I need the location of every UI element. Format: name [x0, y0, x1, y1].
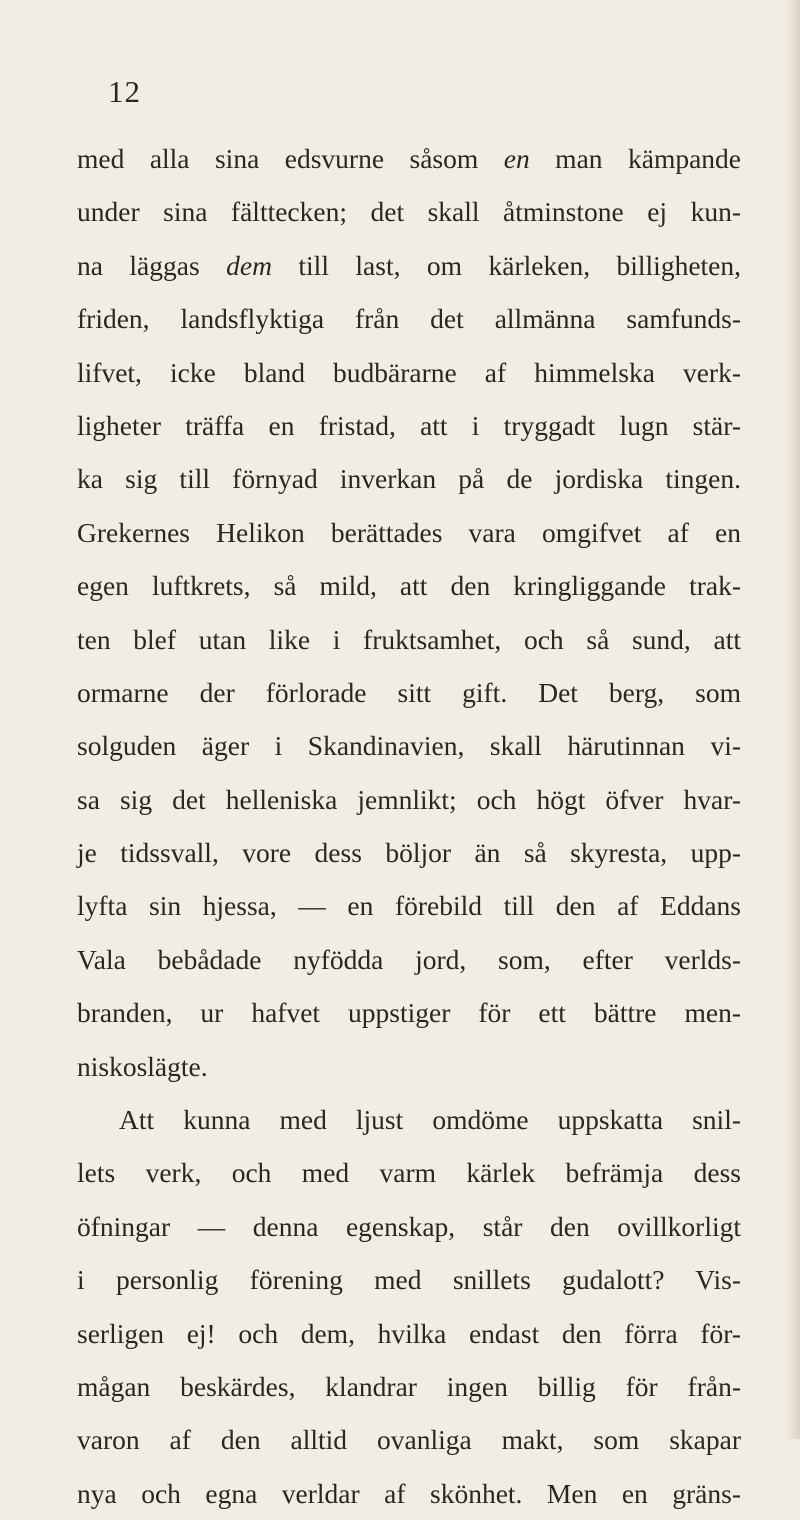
text-line-indented: Att kunna med ljust omdöme uppskatta snil-: [119, 1104, 741, 1136]
text-line: i personlig förening med snillets gudalott? Vis-: [77, 1264, 741, 1296]
text-line: na läggas dem till last, om kärleken, billigheten,: [77, 249, 742, 281]
text-line-paragraph-end: niskoslägte.: [77, 1050, 208, 1082]
text-line: under sina fälttecken; det skall åtminstone ej kun-: [77, 196, 741, 228]
text-line: lyfta sin hjessa, — en förebild till den af Eddans: [77, 890, 741, 922]
italic-word: en: [503, 143, 530, 174]
text-line: friden, landsflyktiga från det allmänna samfunds-: [77, 303, 741, 335]
text-line: sa sig det helleniska jemnlikt; och högt öfver hvar-: [77, 783, 741, 815]
page-number: 12: [108, 74, 141, 109]
text-line: lets verk, och med varm kärlek befrämja dess: [77, 1157, 741, 1189]
italic-word: dem: [226, 249, 272, 281]
text-line: Grekernes Helikon berättades vara omgifvet af en: [77, 516, 741, 548]
text-line: ka sig till förnyad inverkan på de jordiska tingen.: [77, 463, 741, 495]
text-line: ormarne der förlorade sitt gift. Det berg, som: [77, 676, 741, 708]
text-line: med alla sina edsvurne såsom en man kämpande: [77, 143, 742, 174]
text-line: egen luftkrets, så mild, att den kringliggande trak-: [77, 570, 741, 602]
text-line: varon af den alltid ovanliga makt, som skapar: [77, 1424, 741, 1456]
text-line: branden, ur hafvet uppstiger för ett bättre men-: [77, 997, 741, 1029]
text-line: je tidssvall, vore dess böljor än så skyresta, upp-: [77, 837, 741, 869]
text-line: lifvet, icke bland budbärarne af himmelska verk-: [77, 356, 741, 388]
text-line: solguden äger i Skandinavien, skall härutinnan vi-: [77, 730, 741, 762]
text-line: nya och egna verldar af skönhet. Men en gräns-: [77, 1477, 741, 1509]
text-line: öfningar — denna egenskap, står den ovillkorligt: [77, 1210, 741, 1242]
text-line: ligheter träffa en fristad, att i tryggadt lugn stär-: [77, 409, 741, 441]
text-line: ten blef utan like i fruktsamhet, och så sund, att: [77, 623, 741, 655]
body-text: [77, 132, 741, 1520]
text-line: Vala bebådade nyfödda jord, som, efter verlds-: [77, 943, 741, 975]
text-line: mågan beskärdes, klandrar ingen billig för från-: [77, 1370, 741, 1402]
text-line: serligen ej! och dem, hvilka endast den förra för-: [77, 1317, 741, 1349]
page-edge-shadow: [786, 0, 800, 1439]
